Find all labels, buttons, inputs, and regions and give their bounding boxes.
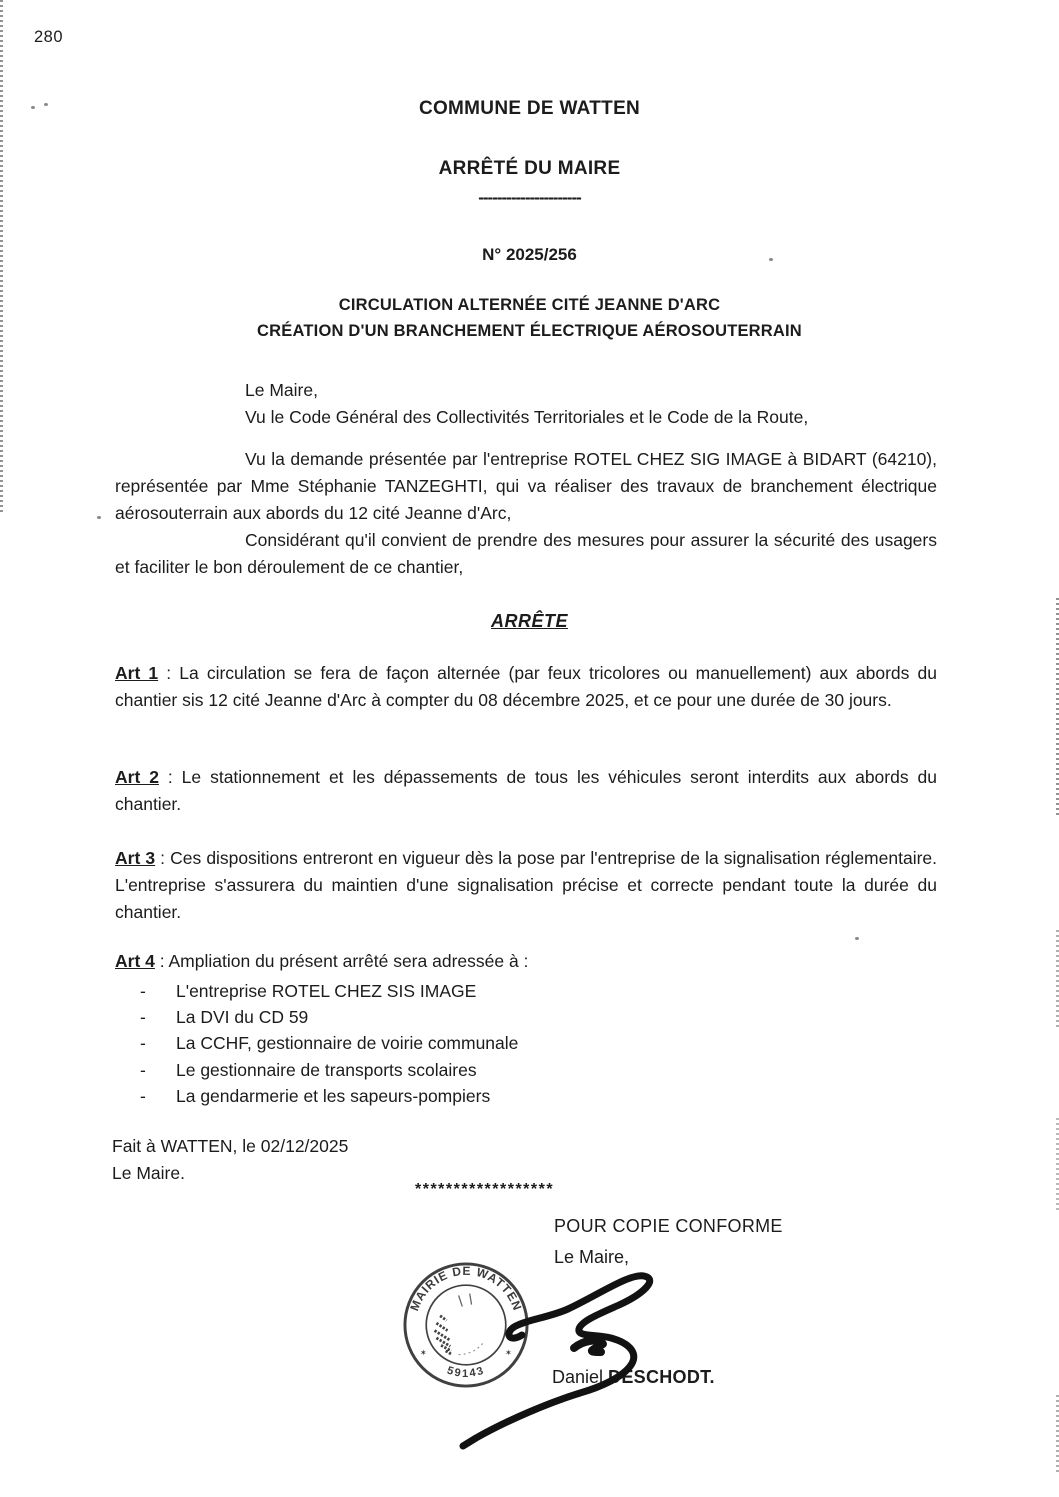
bullet-dash: - (140, 1059, 146, 1080)
stamp-ring-text: MAIRIE DE WATTEN (407, 1263, 525, 1313)
stamp-star-right-icon: ✶ (504, 1347, 512, 1358)
signer-last-name: DESCHODT. (608, 1367, 715, 1387)
stamp-star-left-icon: ✶ (419, 1347, 427, 1358)
article-2-label: Art 2 (115, 767, 159, 787)
subject-line-1: CIRCULATION ALTERNÉE CITÉ JEANNE D'ARC (338, 296, 721, 314)
stamp-interior-marks (459, 1294, 472, 1307)
preamble-vu-demande: Vu la demande présentée par l'entreprise ROTEL CHEZ SIG IMAGE à BIDART (64210), représentée par Mme Stéphanie TANZEGHTI, qui va réaliser des travaux de branchement électrique aérosouterrain aux abords du 12 cité Jeanne d'Arc, (115, 449, 937, 523)
svg-text:59143 (445, 1365, 486, 1380)
article-1-text: : La circulation se fera de façon alternée (par feux tricolores ou manuellement) aux abords du chantier sis 12 cité Jeanne d'Arc à compter du 08 décembre 2025, et ce pour une durée de 30 jours. (115, 663, 937, 710)
signer-name (552, 1367, 715, 1388)
article-3-text: : Ces dispositions entreront en vigueur dès la pose par l'entreprise de la signalisation réglementaire. L'entreprise s'assurera du maintien d'une signalisation précise et correcte pendant toute la durée du chantier. (115, 848, 937, 922)
preamble-considerant: Considérant qu'il convient de prendre des mesures pour assurer la sécurité des usagers et faciliter le bon déroulement de ce chantier, (115, 530, 937, 577)
article-3-label: Art 3 (115, 848, 156, 868)
stamp-dotted-arc (457, 1344, 483, 1355)
article-3 (115, 845, 937, 926)
signature-z-mark (574, 1341, 603, 1352)
decree-number: N° 2025/256 (482, 245, 577, 264)
bullet-dash: - (140, 981, 146, 1001)
ampliation-list (140, 978, 840, 1109)
article-2-text: : Le stationnement et les dépassements de tous les véhicules seront interdits aux abords du chantier. (115, 767, 937, 814)
dashed-separator: ---------------------- (478, 188, 581, 207)
preamble-vu-code: Vu le Code Général des Collectivités Territoriales et le Code de la Route, (245, 407, 809, 427)
preamble-intro: Le Maire, (245, 380, 318, 400)
copy-signoff-le-maire: Le Maire, (554, 1247, 630, 1267)
list-item: - La CCHF, gestionnaire de voirie communale (140, 1030, 840, 1056)
bullet-dash: - (140, 1085, 146, 1106)
preamble-block (115, 446, 937, 581)
stamp-inner-circle (426, 1285, 506, 1365)
list-item: - Le gestionnaire de transports scolaires (140, 1057, 840, 1083)
arrete-heading: ARRÊTE (490, 611, 568, 631)
article-1-label: Art 1 (115, 663, 159, 683)
copy-conforme-label: POUR COPIE CONFORME (554, 1216, 783, 1236)
scan-speck (97, 516, 101, 519)
signoff-le-maire: Le Maire. (112, 1163, 185, 1183)
svg-text:MAIRIE DE WATTEN (407, 1264, 524, 1313)
asterisk-separator: ****************** (415, 1181, 555, 1198)
commune-title: COMMUNE DE WATTEN (418, 98, 641, 119)
article-4-label: Art 4 (115, 951, 155, 971)
bullet-dash: - (140, 1007, 146, 1028)
list-item: - La DVI du CD 59 (140, 1004, 840, 1030)
mairie-stamp (392, 1251, 540, 1399)
stamp-crest-hatching (435, 1316, 453, 1355)
article-4-text: : Ampliation du présent arrêté sera adressée à : (154, 951, 529, 971)
article-1 (115, 660, 937, 714)
subject-line-2: CRÉATION D'UN BRANCHEMENT ÉLECTRIQUE AÉROSOUTERRAIN (257, 322, 802, 340)
stamp-postal-code: 59143 (445, 1364, 487, 1380)
bullet-dash: - (140, 1033, 146, 1054)
page-number: 280 (34, 28, 64, 46)
list-item: - La gendarmerie et les sapeurs-pompiers (140, 1083, 840, 1109)
list-item: - L'entreprise ROTEL CHEZ SIS IMAGE (140, 978, 840, 1004)
signer-first-name: Daniel (552, 1367, 609, 1387)
place-date-line: Fait à WATTEN, le 02/12/2025 (112, 1136, 349, 1156)
article-2 (115, 764, 937, 818)
article-4 (115, 948, 937, 975)
scan-speck (855, 937, 859, 940)
document-type-title: ARRÊTÉ DU MAIRE (438, 158, 621, 179)
